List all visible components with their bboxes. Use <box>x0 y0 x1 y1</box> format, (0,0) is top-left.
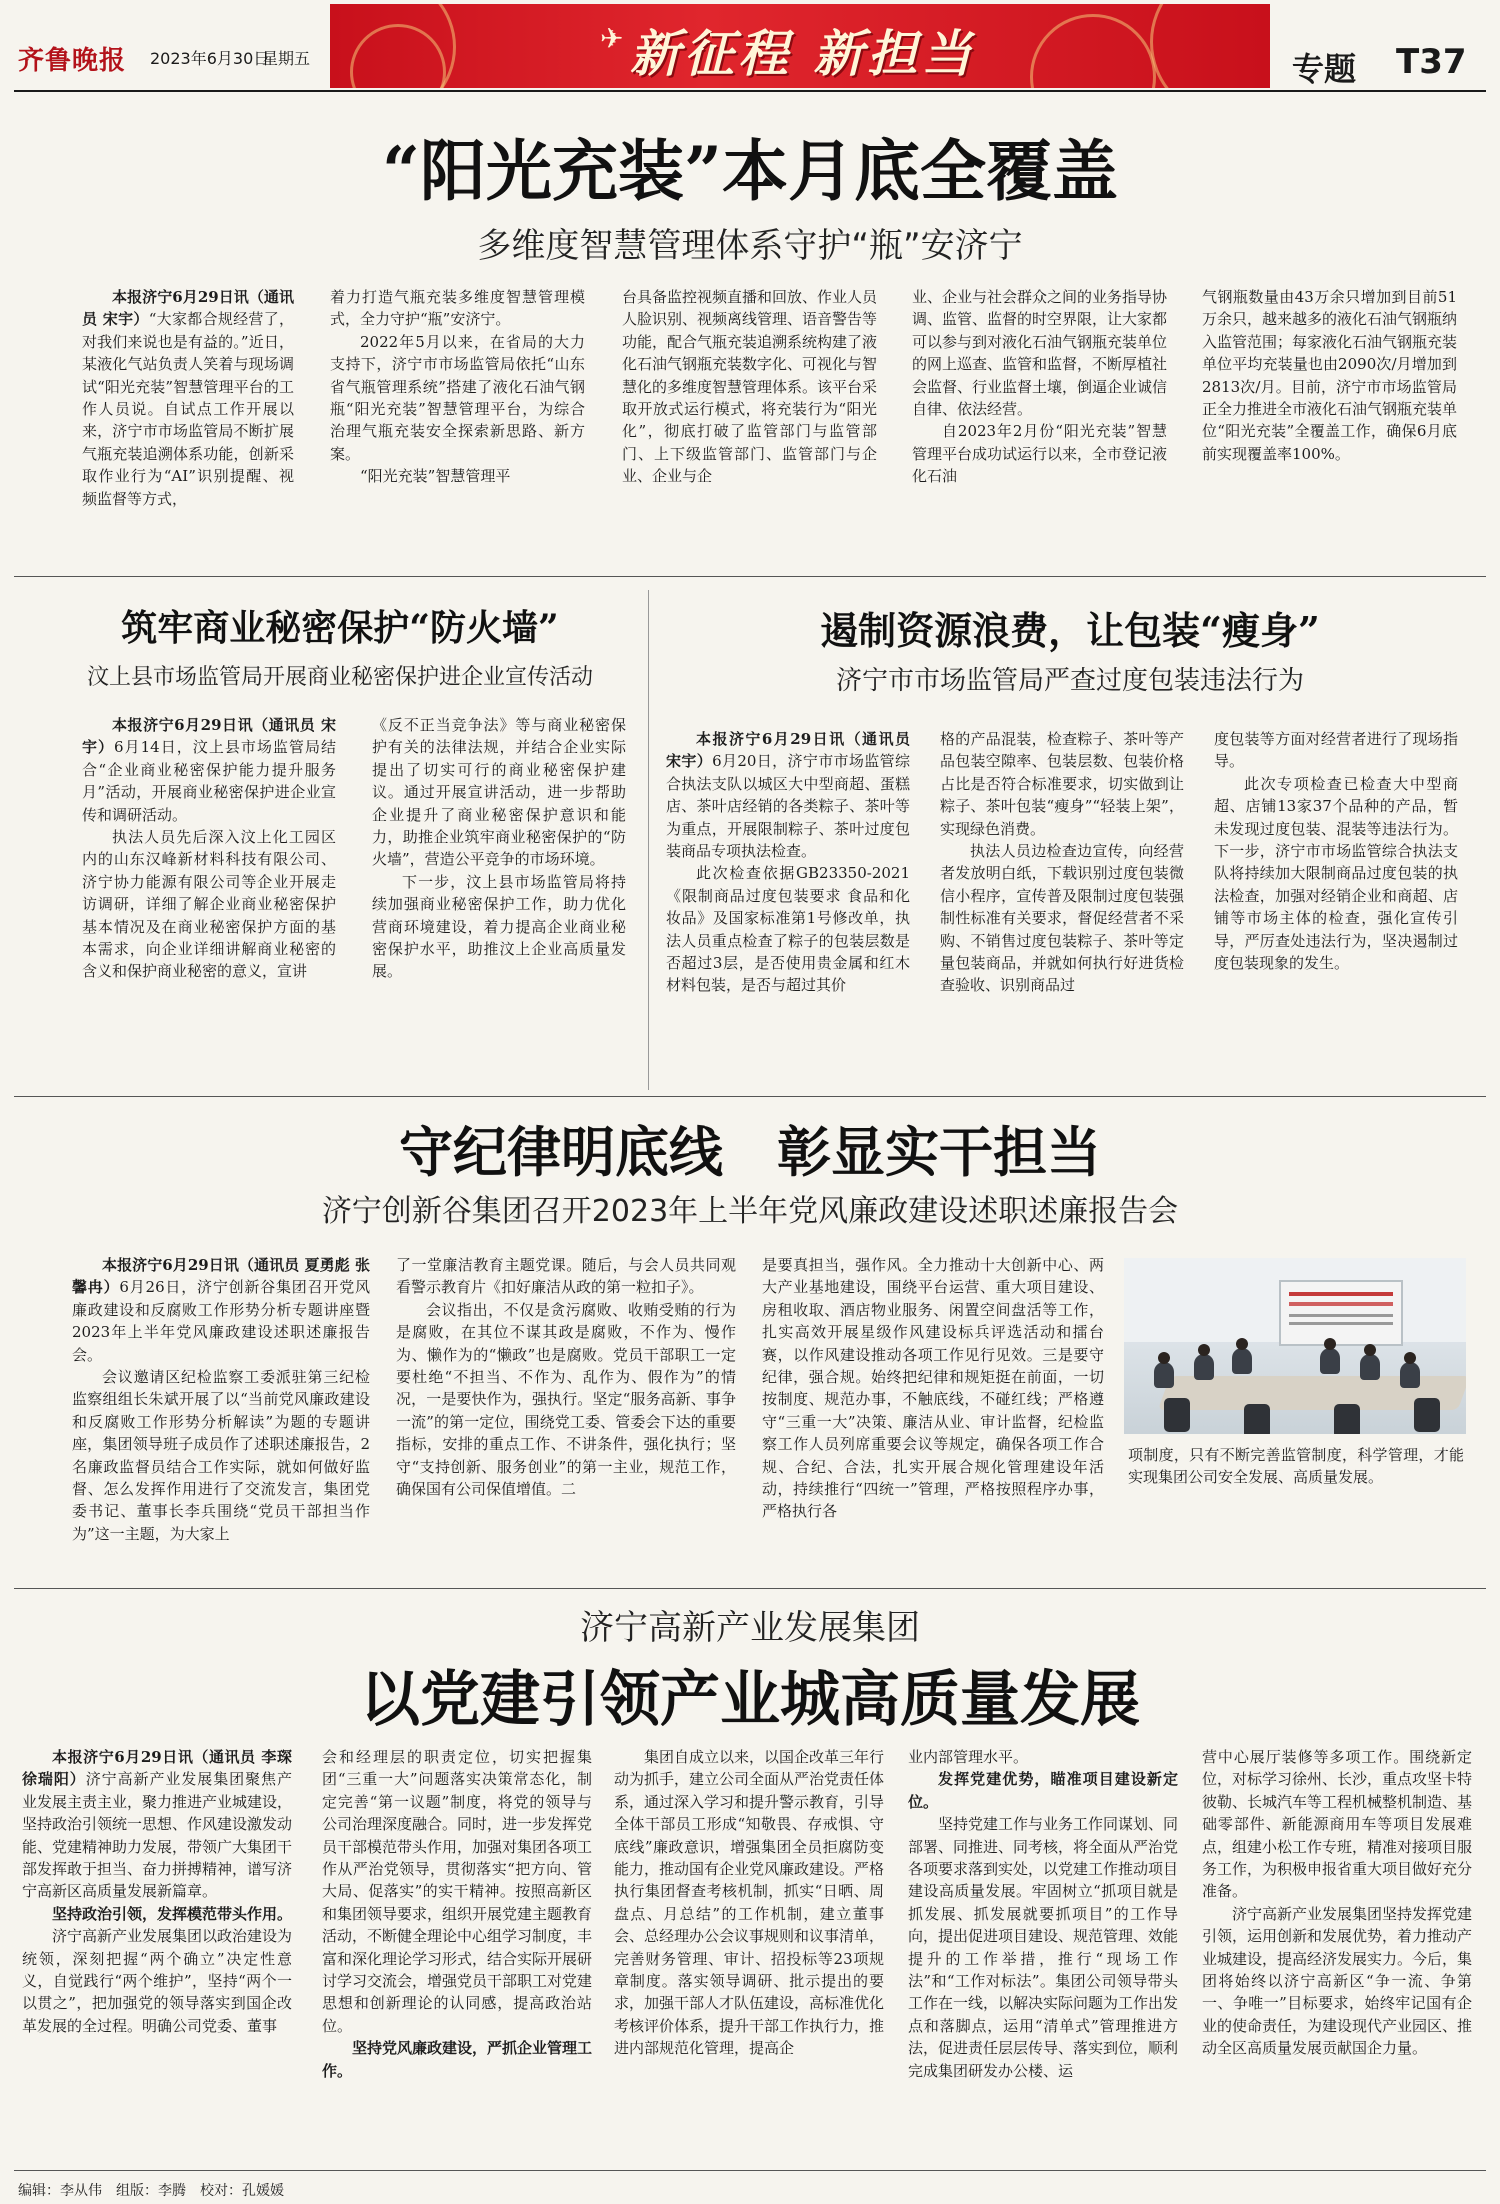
article4-col-3 <box>762 1254 1104 1568</box>
dateline: 本报济宁6月29日讯（通讯员 宋宇） <box>82 288 294 329</box>
paragraph-text: 济宁高新产业发展集团以政治建设为统领，深刻把握“两个确立”决定性意义，自觉践行“两个维护”，坚持“两个一以贯之”，把加强党的领导落实到国企改革发展的全过程。明确公司党委、董事 <box>22 1927 292 2035</box>
paragraph-text: 项制度，只有不断完善监管制度，科学管理，才能实现集团公司安全发展、高质量发展。 <box>1128 1446 1464 1487</box>
article3-col-1 <box>666 728 910 1074</box>
subsection-heading: 坚持党风廉政建设，严抓企业管理工作。 <box>322 2039 592 2080</box>
paragraph-text: 2022年5月以来，在省局的大力支持下，济宁市市场监管局依托“山东省气瓶管理系统”搭建了液化石油气钢瓶“阳光充装”智慧管理平台，为综合治理气瓶充装安全探索新思路、新方案。 <box>330 332 585 463</box>
paper-name: 齐鲁晚报 <box>18 46 127 76</box>
paragraph-text: 业内部管理水平。 <box>908 1748 1029 1766</box>
paragraph <box>908 1813 1178 2082</box>
article1-col-4 <box>912 286 1167 556</box>
paragraph <box>614 1746 884 2060</box>
paragraph-text: 会议指出，不仅是贪污腐败、收贿受贿的行为是腐败，在其位不谋其政是腐败，不作为、慢作为、懒作为的“懒政”也是腐败。党员干部职工一定要杜绝“不担当、不作为、乱作为、假作为”的情况，一是要快作为，强执行。坚定“服务高新、事争一流”的第一定位，围绕党工委、管委会下达的重要指标，安排的重点工作、不讲条件，强化执行；坚守“支持创新、服务创业”的第一主业，规范工作，确保国有公司保值增值。二 <box>396 1300 736 1499</box>
page-number: T37 <box>1396 42 1467 82</box>
article2-col-2 <box>372 714 626 1074</box>
article1-col-1 <box>82 286 294 556</box>
paragraph-text: 了一堂廉洁教育主题党课。随后，与会人员共同观看警示教育片《扣好廉洁从政的第一粒扣子》。 <box>396 1256 736 1297</box>
paragraph-text: 6月14日，汶上县市场监管局结合“企业商业秘密保护能力提升服务月”活动，开展商业秘密保护进企业宣传和调研活动。 <box>82 738 336 824</box>
article2-headline: 筑牢商业秘密保护“防火墙” <box>121 607 559 649</box>
paragraph-text: 下一步，汶上县市场监管局将持续加强商业秘密保护工作，助力优化营商环境建设，着力提高企业商业秘密保护水平，助推汶上企业高质量发展。 <box>372 872 626 981</box>
paragraph-text: 业、企业与社会群众之间的业务指导协调、监管、监督的时空界限，让大家都可以参与到对液化石油气钢瓶充装单位的网上巡查、监管和监督，不断厚植社会监督、行业监督土壤，倒逼企业诚信自律、依法经营。 <box>912 288 1167 419</box>
paragraph <box>912 420 1167 487</box>
meeting-photo <box>1124 1258 1466 1434</box>
article5-col-4 <box>908 1746 1178 2160</box>
crane-icon: ✈ <box>600 22 624 55</box>
paragraph <box>622 286 877 488</box>
paragraph-text: 气钢瓶数量由43万余只增加到目前51万余只，越来越多的液化石油气钢瓶纳入监管范围；每家液化石油气钢瓶充装单位平均充装量也由2090次/月增加到2813次/月。目前，济宁市市场监管局正全力推进全市液化石油气钢瓶充装单位“阳光充装”全覆盖工作，确保6月底前实现覆盖率100%。 <box>1202 288 1457 463</box>
masthead-rule <box>14 90 1486 92</box>
article2-col-1 <box>82 714 336 1074</box>
article3-headline: 遏制资源浪费，让包装“瘦身” <box>820 608 1320 653</box>
paragraph-text: 会和经理层的职责定位，切实把握集团“三重一大”问题落实决策常态化，制定完善“第一议题”制度，将党的领导与公司治理深度融合。同时，进一步发挥党员干部模范带头作用，加强对集团各项工作从严治党领导，贯彻落实“把方向、管大局、促落实”的实干精神。按照高新区和集团领导要求，组织开展党建主题教育活动，不断健全理论中心组学习制度，丰富和深化理论学习形式，结合实际开展研讨学习交流会，增强党员干部职工对党建思想和创新理论的认同感，提高政治站位。 <box>322 1748 592 2035</box>
paragraph <box>666 862 910 996</box>
subsection-heading: 发挥党建优势，瞄准项目建设新定位。 <box>908 1770 1178 1811</box>
paragraph <box>396 1299 736 1501</box>
paragraph <box>912 286 1167 420</box>
paragraph <box>330 331 585 465</box>
dateline: 本报济宁6月29日讯（通讯员 李琛 徐瑞阳） <box>22 1748 292 1789</box>
masthead <box>0 0 1500 92</box>
paragraph-text: 坚持党建工作与业务工作同谋划、同部署、同推进、同考核，将全面从严治党各项要求落到实处，以党建工作推动项目建设高质量发展。牢固树立“抓项目就是抓发展、抓发展就要抓项目”的工作导向，提出促进项目建设、规范管理、效能提升的工作举措，推行“现场工作法”和“工作对标法”。集团公司领导带头工作在一线，以解决实际问题为工作出发点和落脚点，运用“清单式”管理推进方法，促进责任层层传导、落实到位，顺利完成集团研发办公楼、运 <box>908 1815 1178 2080</box>
paragraph <box>22 1746 292 1903</box>
article4-col-4 <box>1128 1444 1464 1568</box>
banner-slogan: 新征程 新担当 <box>630 24 976 83</box>
paragraph <box>330 465 585 487</box>
article4-subheadline: 济宁创新谷集团召开2023年上半年党风廉政建设述职述廉报告会 <box>321 1194 1179 1229</box>
weekday: 星期五 <box>262 49 311 68</box>
dateline: 本报济宁6月29日讯（通讯员 宋宇） <box>82 716 336 757</box>
dateline: 本报济宁6月29日讯（通讯员 夏勇彪 张馨冉） <box>72 1256 370 1297</box>
section-divider <box>14 1096 1486 1097</box>
banner <box>330 4 1270 88</box>
paragraph <box>82 286 294 510</box>
paragraph-text: 是要真担当，强作风。全力推动十大创新中心、两大产业基地建设，围绕平台运营、重大项目建设、房租收取、酒店物业服务、闲置空间盘活等工作，扎实高效开展星级作风建设标兵评选活动和擂台赛，以作风建设推动各项工作见行见效。三是要守纪律，强合规。始终把纪律和规矩挺在前面，一切按制度、规范办事，不触底线，不碰红线；严格遵守“三重一大”决策、廉洁从业、审计监督，纪检监察工作人员列席重要会议等规定，确保各项工作合规、合纪、合法，扎实开展合规化管理建设年活动，持续推行“四统一”管理，严格按照程序办事，严格执行各 <box>762 1256 1104 1521</box>
paragraph <box>1128 1444 1464 1489</box>
paragraph <box>72 1366 370 1545</box>
paragraph <box>1214 728 1458 773</box>
article5-col-3 <box>614 1746 884 2160</box>
article2-subheadline: 汶上县市场监管局开展商业秘密保护进企业宣传活动 <box>86 665 593 690</box>
paragraph-text: 济宁高新产业发展集团坚持发挥党建引领，运用创新和发展优势，着力推动产业城建设，提高经济发展实力。今后，集团将始终以济宁高新区“争一流、争第一、争唯一”目标要求，始终牢记国有企业的使命责任，为建设现代产业园区、推动全区高质量发展贡献国企力量。 <box>1202 1904 1472 2058</box>
article5-kicker: 济宁高新产业发展集团 <box>580 1608 920 1648</box>
paragraph-text: “大家都合规经营了，对我们来说也是有益的。”近日，某液化气站负责人笑着与现场调试“阳光充装”智慧管理平台的工作人员说。自试点工作开展以来，济宁市市场监管局不断扩展气瓶充装追溯体系功能，创新采取作业行为“AI”识别提醒、视频监督等方式， <box>82 310 294 508</box>
paragraph-text: 着力打造气瓶充装多维度智慧管理模式，全力守护“瓶”安济宁。 <box>330 288 585 329</box>
subsection-heading: 坚持政治引领，发挥模范带头作用。 <box>52 1904 292 1923</box>
paragraph-text: 6月20日，济宁市市场监管综合执法支队以城区大中型商超、蛋糕店、茶叶店经销的各类粽子、茶叶等为重点，开展限制粽子、茶叶过度包装商品专项执法检查。 <box>666 752 910 861</box>
article5-headline: 以党建引领产业城高质量发展 <box>360 1665 1140 1735</box>
article3-col-3 <box>1214 728 1458 1074</box>
section-label: 专题 <box>1292 50 1357 88</box>
article3-subheadline: 济宁市市场监管局严查过度包装违法行为 <box>835 666 1304 696</box>
paragraph-text: 执法人员先后深入汶上化工园区内的山东汉峰新材料科技有限公司、济宁协力能源有限公司等企业开展走访调研，详细了解企业商业秘密保护基本情况及在商业秘密保护方面的基本需求，向企业详细讲解商业秘密的含义和保护商业秘密的意义，宣讲 <box>82 828 336 981</box>
paragraph-text: 《反不正当竞争法》等与商业秘密保护有关的法律法规，并结合企业实际提出了切实可行的商业秘密保护建议。通过开展宣讲活动，进一步帮助企业提升了商业秘密保护意识和能力，助推企业筑牢商业秘密保护的“防火墙”，营造公平竞争的市场环境。 <box>372 716 626 869</box>
paragraph-text: 会议邀请区纪检监察工委派驻第三纪检监察组组长朱斌开展了以“当前党风廉政建设和反腐败工作形势分析解读”为题的专题讲座，集团领导班子成员作了述职述廉报告，2名廉政监督员结合工作实际，就如何做好监督、怎么发挥作用进行了交流发言，集团党委书记、董事长李兵围绕“党员干部担当作为”这一主题，为大家上 <box>72 1368 370 1543</box>
article5-col-1 <box>22 1746 292 2160</box>
section-divider <box>14 1588 1486 1589</box>
article4-col-2 <box>396 1254 736 1568</box>
footer-rule <box>14 2170 1486 2171</box>
paragraph <box>22 1925 292 2037</box>
article1-col-2 <box>330 286 585 556</box>
paragraph <box>372 714 626 871</box>
paragraph-text: 此次检查依据GB23350-2021《限制商品过度包装要求 食品和化妆品》及国家标准第1号修改单，执法人员重点检查了粽子的包装层数是否超过3层，是否使用贵金属和红木材料包装，是否与超过其价 <box>666 864 910 995</box>
paragraph <box>940 728 1184 840</box>
paragraph <box>82 826 336 983</box>
article1-col-3 <box>622 286 877 556</box>
article3-col-2 <box>940 728 1184 1074</box>
paragraph <box>940 840 1184 997</box>
paragraph-text: 度包装等方面对经营者进行了现场指导。 <box>1214 730 1458 771</box>
article1-col-5 <box>1202 286 1457 556</box>
article4-col-1 <box>72 1254 370 1568</box>
paragraph <box>666 728 910 862</box>
editor-credits: 编辑：李从伟 组版：李腾 校对：孔媛媛 <box>18 2183 284 2199</box>
paragraph-text: 格的产品混装，检查粽子、茶叶等产品包装空隙率、包装层数、包装价格占比是否符合标准要求，切实做到让粽子、茶叶包装“瘦身”“轻装上架”，实现绿色消费。 <box>940 730 1184 838</box>
article5-col-5 <box>1202 1746 1472 2160</box>
paragraph-text: 台具备监控视频直播和回放、作业人员人脸识别、视频离线管理、语音警告等功能，配合气瓶充装追溯系统构建了液化石油气钢瓶充装数字化、可视化与智慧化的多维度智慧管理体系。该平台采取开放式运行模式，将充装行为“阳光化”，彻底打破了监管部门与监管部门、上下级监管部门、监管部门与企业、企业与企 <box>622 288 877 486</box>
article1-headline: “阳光充装”本月底全覆盖 <box>382 132 1118 210</box>
article5-col-2 <box>322 1746 592 2160</box>
publication-date: 2023年6月30日 <box>150 49 270 68</box>
column-divider <box>648 590 649 1090</box>
paragraph-text: 此次专项检查已检查大中型商超、店铺13家37个品种的产品，暂未发现过度包装、混装等违法行为。下一步，济宁市市场监管综合执法支队将持续加大限制商品过度包装的执法检查，加强对经销企业和商超、店铺等市场主体的检查，强化宣传引导，严厉查处违法行为，坚决遏制过度包装现象的发生。 <box>1214 774 1458 973</box>
dateline: 本报济宁6月29日讯（通讯员 宋宇） <box>666 730 910 771</box>
section-divider <box>14 576 1486 577</box>
paragraph <box>908 1746 1178 1768</box>
paragraph <box>908 1768 1178 1813</box>
paragraph <box>22 1903 292 1925</box>
paragraph <box>1202 286 1457 465</box>
article1-subheadline: 多维度智慧管理体系守护“瓶”安济宁 <box>477 226 1023 266</box>
paragraph-text: 自2023年2月份“阳光充装”智慧管理平台成功试运行以来，全市登记液化石油 <box>912 422 1167 486</box>
paragraph-text: “阳光充装”智慧管理平 <box>360 467 511 486</box>
article4-headline: 守纪律明底线 彰显实干担当 <box>399 1120 1101 1184</box>
paragraph <box>1214 773 1458 975</box>
paragraph <box>1202 1903 1472 2060</box>
paragraph <box>762 1254 1104 1523</box>
paragraph <box>72 1254 370 1366</box>
paragraph <box>322 1746 592 2037</box>
paragraph-text: 营中心展厅装修等多项工作。围绕新定位，对标学习徐州、长沙，重点攻坚卡特彼勒、长城汽车等工程机械整机制造、基础零部件、新能源商用车等项目发展难点，组建小松工作专班，精准对接项目服务工作，为积极申报省重大项目做好充分准备。 <box>1202 1748 1472 1901</box>
paragraph <box>372 871 626 983</box>
paragraph <box>322 2037 592 2082</box>
paragraph-text: 执法人员边检查边宣传，向经营者发放明白纸，下载识别过度包装微信小程序，宣传普及限制过度包装强制性标准有关要求，督促经营者不采购、不销售过度包装粽子、茶叶等定量包装商品，并就如何执行好进货检查验收、识别商品过 <box>940 842 1184 995</box>
paragraph-text: 6月26日，济宁创新谷集团召开党风廉政建设和反腐败工作形势分析专题讲座暨2023年上半年党风廉政建设述职述廉报告会。 <box>72 1278 370 1364</box>
projection-screen <box>1279 1280 1403 1346</box>
paragraph-text: 集团自成立以来，以国企改革三年行动为抓手，建立公司全面从严治党责任体系，通过深入学习和提升警示教育，引导全体干部员工形成“知敬畏、存戒惧、守底线”廉政意识，增强集团全员拒腐防变能力，推动国有企业党风廉政建设。严格执行集团督查考核机制，抓实“日晒、周盘点、月总结”的工作机制，建立董事会、总经理办公会议事规则和议事清单，完善财务管理、审计、招投标等23项规章制度。落实领导调研、批示提出的要求，加强干部人才队伍建设，高标准优化考核评价体系，提升干部工作执行力，推进内部规范化管理，提高企 <box>614 1748 884 2058</box>
paragraph <box>1202 1746 1472 1903</box>
paragraph <box>330 286 585 331</box>
paragraph <box>396 1254 736 1299</box>
paragraph <box>82 714 336 826</box>
paragraph-text: 济宁高新产业发展集团聚焦产业发展主责主业，聚力推进产业城建设，坚持政治引领统一思想、作风建设激发动能、党建精神助力发展，带领广大集团干部发挥敢于担当、奋力拼搏精神，谱写济宁高新区高质量发展新篇章。 <box>22 1770 292 1901</box>
